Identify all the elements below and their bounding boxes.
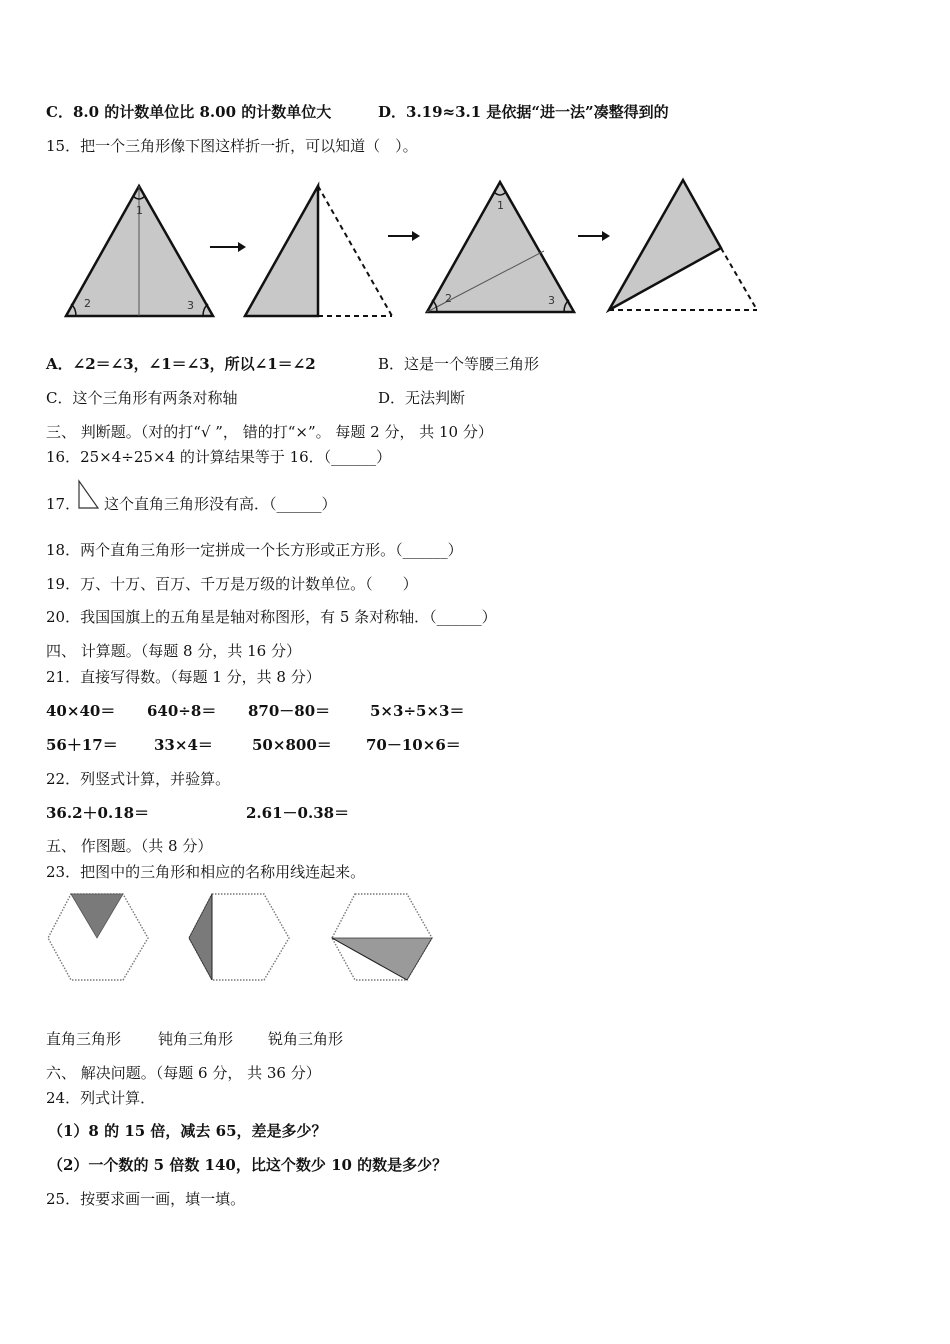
calc-item: 56＋17＝: [46, 736, 118, 754]
triangle-name: 直角三角形: [46, 1030, 122, 1048]
triangle-name: 钝角三角形: [158, 1030, 234, 1048]
q20: 20．我国国旗上的五角星是轴对称图形，有 5 条对称轴．（______）: [46, 608, 497, 626]
section-4-title: 四、 计算题。（每题 8 分，共 16 分）: [46, 642, 301, 660]
q17-number: 17．: [46, 495, 81, 513]
q15-figure-2: [242, 182, 397, 322]
q15-option-b: B．这是一个等腰三角形: [378, 355, 540, 373]
q15-figure-1: [62, 180, 217, 320]
calc-item: 2.61－0.38＝: [246, 804, 350, 822]
arrow-icon: [388, 229, 420, 243]
right-triangle-icon: [78, 480, 100, 510]
q23: 23．把图中的三角形和相应的名称用线连起来。: [46, 863, 366, 881]
q24: 24．列式计算．: [46, 1089, 156, 1107]
q15-stem: 15．把一个三角形像下图这样折一折，可以知道（ ）。: [46, 137, 418, 155]
q18: 18．两个直角三角形一定拼成一个长方形或正方形。（______）: [46, 541, 463, 559]
angle-label-1: 1: [136, 204, 143, 217]
angle-label-3: 3: [548, 294, 555, 307]
q25: 25．按要求画一画，填一填。: [46, 1190, 246, 1208]
calc-item: 33×4＝: [154, 736, 213, 754]
q14-option-d: D．3.19≈3.1 是依据“进一法”凑整得到的: [378, 103, 669, 121]
q14-option-c: C．8.0 的计数单位比 8.00 的计数单位大: [46, 103, 332, 121]
hexagon-figure-1: [46, 892, 150, 984]
calc-item: 40×40＝: [46, 702, 116, 720]
q22: 22．列竖式计算，并验算。: [46, 770, 231, 788]
hexagon-figure-2: [187, 892, 291, 984]
triangle-name: 锐角三角形: [268, 1030, 344, 1048]
angle-label-2: 2: [84, 297, 91, 310]
angle-label-3: 3: [187, 299, 194, 312]
calc-item: 870－80＝: [248, 702, 331, 720]
q17-text: 这个直角三角形没有高．（______）: [104, 495, 337, 513]
q15-figure-4: [606, 176, 761, 316]
q15-option-c: C．这个三角形有两条对称轴: [46, 389, 238, 407]
q21: 21．直接写得数。（每题 1 分，共 8 分）: [46, 668, 321, 686]
q24-part-1: （1）8 的 15 倍，减去 65，差是多少？: [48, 1122, 327, 1140]
q16: 16．25×4÷25×4 的计算结果等于 16．（______）: [46, 448, 392, 466]
angle-label-1: 1: [497, 199, 504, 212]
q15-option-d: D．无法判断: [378, 389, 466, 407]
calc-item: 640÷8＝: [147, 702, 217, 720]
arrow-icon: [210, 240, 246, 254]
calc-item: 70－10×6＝: [366, 736, 461, 754]
section-5-title: 五、 作图题。（共 8 分）: [46, 837, 213, 855]
hexagon-figure-3: [330, 892, 434, 984]
calc-item: 5×3÷5×3＝: [370, 702, 465, 720]
q15-option-a: A．∠2＝∠3，∠1＝∠3，所以∠1＝∠2: [46, 355, 316, 373]
q19: 19．万、十万、百万、千万是万级的计数单位。（ ）: [46, 575, 418, 593]
section-3-title: 三、 判断题。（对的打“√ ”， 错的打“×”。 每题 2 分， 共 10 分）: [46, 423, 493, 441]
angle-label-2: 2: [445, 292, 452, 305]
calc-item: 36.2＋0.18＝: [46, 804, 150, 822]
q15-figure-3: [424, 178, 579, 318]
section-6-title: 六、 解决问题。（每题 6 分， 共 36 分）: [46, 1064, 321, 1082]
calc-item: 50×800＝: [252, 736, 332, 754]
q24-part-2: （2）一个数的 5 倍数 140，比这个数少 10 的数是多少？: [48, 1156, 448, 1174]
